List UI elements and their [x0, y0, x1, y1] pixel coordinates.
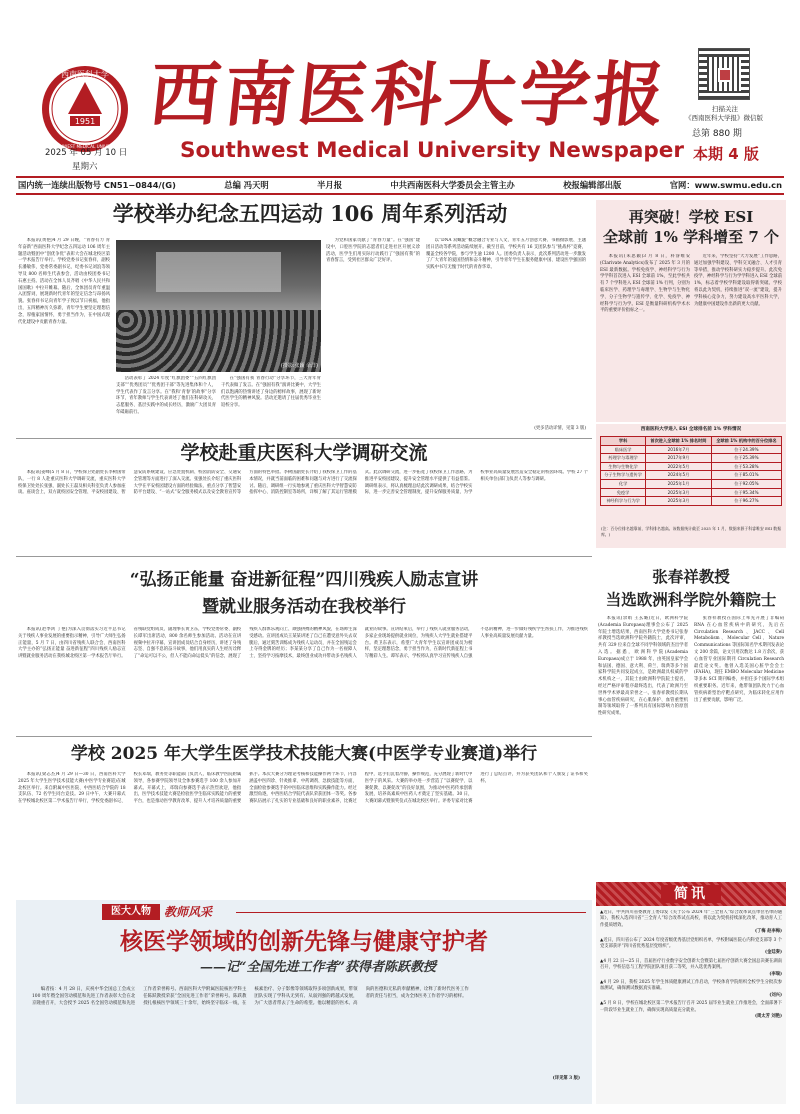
brief-item-credit: (刘兴): [769, 992, 782, 998]
esi-table-cell: 化学: [601, 479, 646, 488]
zhang-body-2: 张春祥教授在国际上率先开展了非编码 RNA 在心血管疾病中的研究，先后在 Circulation Research、JACC、Cell Metabolism、Molecular Cell、Nature Communications 等国际知名学术期刊发表论文 200 余篇，论文引用次数达 1.8 万余次，获心血管专业国际期刊 Circulation Research 最佳论文奖。他曾入选美国心脏学会会士(FAHA)，现任 EMBO Molecular Medicine 等多本 SCI 期刊编委，并担任多个国际学术组织重要职务。近年来，他带领团队致力于心血管疾病新型治疗靶点研究，为临床转化应用作出了重要贡献，影响广泛。: [694, 616, 784, 703]
esi-table-cell: 位于24.39%: [711, 445, 781, 454]
brief-item-text: ▲近日，四川省公布了 2024 年度省级优秀基层党组织名单，学校附属医院心内科党支部等 3 个党支部获评“四川省优秀基层党组织”。: [600, 937, 782, 950]
article-may-fourth-col4: 为党和国家贡献了“青春力量”。在“强国”建设中，口腔医学院的志愿者们走进社区开展义诊活动，医学生们用实际行动践行了“强国有我”的青春誓言，受到社区群众广泛好评。: [326, 238, 420, 264]
esi-table-header: 全球前 1% 机构中的百分位排名: [711, 437, 781, 446]
newspaper-title-en: Southwest Medical University Newspaper: [180, 138, 684, 163]
logo-ring-text: SOUTHWEST MEDICAL UNIVERSITY: [48, 144, 122, 149]
esi-table-cell: 神经科学与行为学: [601, 497, 646, 506]
esi-table-cell: 2024年5月: [646, 471, 712, 480]
brief-item: [600, 1001, 782, 1020]
esi-table-row: [601, 497, 782, 506]
esi-table-cell: 生物与生物化学: [601, 462, 646, 471]
article-may-fourth-col3: 在“强国有我 青春行动”分享环节，三大青年骨干代表做了发言。在“强国有我”演讲比赛中，大学生们以饱满的热情讲述了身边的榜样故事，展现了新时代医学生的精神风貌。活动还邀请了往届优秀毕业生返校分享。: [221, 376, 321, 409]
brief-item-text: ▲4 月 22 日—25 日，首届医疗行业数字安全创新大会暨第七届医疗创新大赛全国总决赛在湖南召开，学校信息与工程学院团队项目获二等奖，并入选优秀案例。: [600, 958, 782, 971]
zhang-body-1: 本报讯(余娟 王玄璐)近日，欧洲科学院(Academia Europaea)理事会公布了 2025 年院士增选结果，西南医科大学党委书记张春祥教授当选欧洲科学院外籍院士，此次评审，共有 329 位来自全球不同学科领域的杰出学者入选。据悉，欧洲科学院(Academia Europaea)成立于 1988 年，由英国皇家学会和法国、德国、意大利、荷兰、瑞典等多个国家科学院共同发起成立，是欧洲最具权威的学术机构之一，其院士由欧洲科学院院士提名，经过严格评审程序最终选出，代表了欧洲乃至世界学术界最高荣誉之一。张春祥教授长期从事心血管疾病研究，在心肌保护、血管重塑机制等领域取得了一系列具有国际影响力的原创性研究成果。: [598, 616, 688, 717]
brief-list: [600, 910, 782, 1102]
esi-table-cell: 位于25.39%: [711, 454, 781, 463]
article-may-fourth-headline: 学校举办纪念五四运动 106 周年系列活动: [112, 201, 508, 226]
esi-table-cell: 药理学与毒理学: [601, 454, 646, 463]
esi-table-title: 西南医科大学进入 ESI 全球排名前 1% 学科情况: [640, 427, 742, 432]
info-frequency: 半月报: [317, 180, 342, 190]
brief-item: [600, 938, 782, 957]
brief-item-text: ▲近日，中共四川省委教育工委印发《关于公布 2024 年“三全育人”综合改革试点单位名单的通知》，我校入选四川省“三全育人”综合改革试点高校，将以此为契机持续深化改革，推动育人工作提质增效。: [600, 910, 782, 928]
esi-table-row: [601, 488, 782, 497]
esi-headline-2: 全球前 1% 学科增至 7 个: [602, 228, 780, 246]
brief-item: [600, 959, 782, 978]
esi-table-cell: 位于95.34%: [711, 488, 781, 497]
article-may-fourth-col1: 本报讯(黄艳)4 月 29 日晚，“青春有力 青年奋新”西南医科大学纪念五四运动 106 周年主题活动暨团中“创优争优”表彰大会在城北校区第一学术报告厅举行。学校党委书记张春祥，副校长潘敏伟，党委常委副书记、纪委书记刘浪等领导及 800 名师生代表参会，活动由校团委书记石惠主持。活动在全体人员齐唱《中华人民共和国国歌》中拉开帷幕。随后，全体团员青年重温入团誓词，展现新时代青年的坚定信念与昂扬风貌。张春祥书记向青年学子致以节日祝福，他指出，五四精神历久弥新，青年学生要坚定理想信念，厚植家国情怀，勇于担当作为，在中国式现代化建设中贡献青春力量。: [18, 238, 110, 325]
info-bar: [16, 178, 784, 192]
brief-item-text: ▲4 月 29 日，我校 2025 年学生体质健康测试工作启动，学校体育学院组织全校学生分批次参加测试，确保测试数据真实准确。: [600, 980, 782, 992]
brief-title: 简讯: [661, 885, 721, 903]
info-sponsor: 中共西南医科大学委员会主管主办: [390, 180, 515, 190]
article-may-fourth-photo: [116, 240, 321, 372]
brief-item-text: ▲5 月 8 日，学校在城北校区第二学术报告厅召开 2025 届毕业生就业工作推进会，全面部署下一阶段毕业生就业工作，确保实现高质量充分就业。: [600, 1001, 782, 1013]
esi-body-1: 本报讯(朱思颖)3 月 8 日，科睿唯安(Clarivate Analytics)发布了 2025 年 3 月的 ESI 最新数据。学校免疫学、神经科学与行为学学科首次进入 ESI 全球前 1%，至此学校共有 7 个学科进入 ESI 全球前 1% 行列，分别为临床医学、药理学与毒理学、生物学与生物化学、分子生物学与遗传学、化学、免疫学、神经科学与行为学。ESI 是衡量科研机构学术水平的重要评价指标之一。: [600, 254, 690, 314]
esi-table-note: (注：百分位排名越靠前，学科排名越高。该数据统计截至 2025 年 1 月，数据来源于科睿唯安 ESI 数据库。): [601, 526, 781, 537]
article-skills-body: 本报讯(梁志杰)4 月 29 日—30 日，西南医科大学 2025 年大学生医学技术技能大赛(中医学专业赛道)在城北校区举行。来自附属中医医院、中西医结合学院的 18 支队伍、72 名学生同台竞技。29 日中午，大赛开幕式在学校城北校区第二学术报告厅举行，学校党委副书记、校长邓瑞，教务处等职能部门负责人，临床教学医院附属领导，各参赛学院领导及全体参赛选手 100 余人参加开幕式。开幕式上，邓瑞向参赛选手表示热烈欢迎，他指出，医学技术技能大赛是检验医学生临床实践能力的重要平台，也是推动医学教育改革、提升人才培养质量的重要抓手。本次大赛分为理论考核和技能操作两个环节，内容涵盖中医四诊、针灸推拿、中药调剂、急救技能等方面，全面检验参赛选手的中医临床思维和实践操作能力。经过激烈角逐，中西医结合学院代表队荣获团体一等奖。各参赛队伍展示了扎实的专业基础和良好的职业素养，比赛过程中，选手们沉着冷静，操作规范，充分展现了新时代中医学子的风采。大赛的举办进一步营造了“以赛促学、以赛促教、以赛促改”的良好氛围，为推动中医药传承创新发展、培养高素质中医药人才奠定了坚实基础。30 日，大赛闭幕式暨颁奖仪式在城北校区举行。评委专家对比赛进行了总结点评，并为获奖团队和个人颁发了证书和奖杯。: [18, 772, 588, 805]
brief-item: [600, 980, 782, 999]
esi-table-cell: 2025年3月: [646, 488, 712, 497]
brief-item-credit: (李瑞): [769, 971, 782, 977]
brief-item-credit: (丁梅 赵李梅): [754, 929, 782, 935]
article-disabled-body: 本报讯(赵季鸿 丁艳)为深入贯彻落实习近平总书记关于残疾人事业发展的重要指示精神，引导广大师生弘扬正能量，5 月 7 日，由四川省残疾人联合会、西南医科大学主办的“弘扬正能量 奋进新征程”四川残疾人励志宣讲暨就业服务活动在我校城北校区第一学术报告厅举行。省残联党组成员、副理事长黄卫东，学校党委常委、副校长谭军出席活动，800 余名师生参加活动。活动在宣讲视频中拉开序幕，宣讲团成员结合自身经历，讲述了身残志坚、自强不息的奋斗故事，他们用真实的人生经历诠释了“命运可以不公，但人不能向命运低头”的信念，展现了残疾人群体乐观向上、顽强拼搏的精神风貌，在场师生深受感动。宣讲团成员王某某讲述了自己在遭受意外失去双腿后，通过刻苦训练成为残疾人运动员，并在全国残运会上夺得金牌的经历；李某某分享了自己作为一名视障人士，坚持学习按摩技术，最终创业成功并带动多名残疾人就业的故事。宣讲结束后，举行了残疾人就业服务活动，多家企业现场提供就业岗位，为残疾人大学生就业搭建平台。黄卫东表示，希望广大青年学生以宣讲团成员为榜样，坚定理想信念，勇于担当作为，在新时代新征程上书写精彩人生。谭军表示，学校将认真学习宣传残疾人自强不息的精神，进一步做好残疾学生帮扶工作，为推进残疾人事业高质量发展贡献力量。: [18, 627, 588, 660]
logo-cn: 西南医科大学: [61, 70, 109, 79]
esi-headline-1: 再突破！学校 ESI: [628, 208, 754, 226]
info-cn-number: 国内统一连续出版物号 CN51−0844/(G): [18, 180, 176, 190]
qr-caption-2: 《西南医科大学报》微信版: [685, 114, 763, 122]
university-seal-logo: [40, 64, 130, 154]
esi-table-cell: 位于85.01%: [711, 471, 781, 480]
esi-table-header: 首次进入全球前 1% 排名时间: [646, 437, 712, 446]
brief-item-credit: (金廷奏): [765, 950, 782, 956]
info-editor-label: 总编: [224, 180, 241, 190]
esi-table-cell: 2016年7月: [646, 445, 712, 454]
esi-table: [600, 436, 782, 506]
esi-table-row: [601, 462, 782, 471]
esi-table-cell: 免疫学: [601, 488, 646, 497]
feature-headline: 核医学领域的创新先锋与健康守护者: [120, 928, 488, 955]
esi-table-header: 学科: [601, 437, 646, 446]
article-disabled-headline-1: “弘扬正能量 奋进新征程”四川残疾人励志宣讲: [129, 570, 479, 590]
esi-table-row: [601, 445, 782, 454]
info-website[interactable]: 官网：www.swmu.edu.cn: [669, 180, 782, 190]
esi-table-row: [601, 454, 782, 463]
article-disabled-headline-2: 暨就业服务活动在我校举行: [202, 597, 406, 617]
esi-table-cell: 位于92.05%: [711, 479, 781, 488]
zhang-headline-2: 当选欧洲科学院外籍院士: [605, 590, 777, 609]
zhang-headline-1: 张春祥教授: [652, 567, 730, 586]
brief-item: [600, 910, 782, 936]
issue-weekday: 星期六: [72, 162, 98, 172]
info-dept: 校报编辑部出版: [563, 180, 622, 190]
issue-total: 总第 880 期: [692, 129, 742, 139]
feature-body: 编者按：4 月 28 日，庆祝中华全国总工会成立 100 周年暨全国劳动模范和先进工作者表彰大会在北京隆重召开，大会授予 2025 名全国劳动模范和先进工作者荣誉称号。西南医科大学附属医院核医学科主任陈跃教授荣获“全国先进工作者”荣誉称号。陈跃教授扎根核医学领域三十余年，始终坚守临床一线，在核素治疗、分子影像等领域取得多项创新成果，带领团队实现了学科从无到有、从弱到强的跨越式发展，为广大患者带去了生命的希望。他以精湛的医术、高尚的医德和无私的奉献精神，诠释了新时代医务工作者的责任与担当，成为全体医务工作者学习的榜样。: [32, 987, 469, 1006]
esi-table-cell: 2022年5月: [646, 462, 712, 471]
esi-table-cell: 临床医学: [601, 445, 646, 454]
issue-edition: 本期 4 版: [693, 145, 759, 163]
esi-table-row: [601, 471, 782, 480]
feature-tag-2: 教师风采: [164, 905, 213, 919]
info-editor: 冯天明: [243, 180, 269, 190]
qr-caption-1: 扫描关注: [712, 105, 738, 113]
article-chongqing-headline: 学校赴重庆医科大学调研交流: [180, 442, 428, 464]
esi-table-box: [596, 424, 786, 548]
esi-table-cell: 2017年9月: [646, 454, 712, 463]
article-skills-headline: 学校 2025 年大学生医学技术技能大赛(中医学专业赛道)举行: [70, 744, 538, 764]
article-may-fourth-col2: 活动表彰了 2024 年度“红旗团委”“五四红旗团支部”“优秀团员”“优秀团干部”等先进集体和个人，学生代表作了发言分享。在“我和‘青春’的故事”分享环节，青年教师与学生代表讲述了他们在科研攻关、志愿服务、基层实践中的成长经历，激励广大团员青年砥砺前行。: [116, 376, 216, 415]
esi-table-cell: 2025年3月: [646, 497, 712, 506]
photo-credit: (摄影:张颖 余洋): [280, 363, 318, 369]
article-chongqing-body: 本报讯(姜峰)5 月 8 日，学校保卫处副处长李树国带队，一行 8 人赴重庆医科大学调研交流，重庆医科大学校保卫处处长张强、副处长王磊及相关科室负责人参加座谈。座谈会上，双方就校园安全管理、平安校园建设、智慧安防系统建设、应急处置机制、校园消防安全、交通安全管理等方面进行了深入交流。张强处长介绍了重庆医科大学在平安校园建设方面的经验做法，重点分享了智慧安防平台建设、“一站式”安全服务模式以及安全教育宣传等方面的特色举措。李树国副处长介绍了我校保卫工作的基本情况，并就当前面临的困难和问题与对方进行了交流探讨。随后，调研组一行实地参观了重庆医科大学智慧安防指挥中心、消防控制室等场所，详细了解了其运行管理模式。此次调研交流，进一步拓宽了我校保卫工作思路，为推进平安校园建设、提升安全管理水平提供了有益借鉴。调研组表示，将认真梳理总结此次调研成果，结合学校实际，进一步完善安全管理制度，提升安保服务质量，为学校事业高质量发展营造安全稳定的校园环境。学校 27 个相关单位(部门)负责人等参与调研。: [18, 470, 588, 496]
brief-box: [596, 882, 786, 1104]
esi-table-cell: 位于96.27%: [711, 497, 781, 506]
brief-item-credit: (周太芳 刘艳): [754, 1014, 782, 1020]
esi-table-cell: 位于53.28%: [711, 462, 781, 471]
esi-body-2: 近年来，学校坚持“大力发展”工作思路，通过加强学科建设、学科交叉融合、人才引育等举措，推动学校科研实力稳步提升。此次免疫学、神经科学与行为学学科进入 ESI 全球前 1%，标志着学校学科建设取得新突破。学校将以此为契机，持续推进“双一流”建设，提升学科核心竞争力，努力建设高水平医科大学，为健康中国建设作出新的更大贡献。: [694, 254, 782, 307]
newspaper-title: 西南医科大学报: [145, 54, 673, 136]
article-may-fourth-col5: 以“DNA 双螺旋”概念融合专业与人文，青年五月创意大赛、书画摄影展、主题团日活动等系列活动陆续展开。截至目前，学校共有 16 支团队参与“挑战杯”竞赛，覆盖全校各学院，参与学生逾 1200 人。团委负责人表示，此次系列活动进一步激发了广大青年的爱国热情和奋斗精神，引导青年学生在服务健康中国、建设医学强国的实践中书写无愧于时代的青春华章。: [426, 238, 586, 271]
feature-tag-1: 医大人物: [102, 904, 160, 920]
esi-table-cell: 分子生物学与遗传学: [601, 471, 646, 480]
issue-date: 2025 年 05 月 10 日: [45, 148, 128, 158]
qr-code[interactable]: [698, 48, 750, 100]
feature-subhead: ——记“全国先进工作者”获得者陈跃教授: [200, 960, 436, 975]
esi-table-row: [601, 479, 782, 488]
article-may-fourth-more[interactable]: (更多活动详情，见第 3 版): [534, 426, 586, 431]
esi-table-cell: 2025年1月: [646, 479, 712, 488]
logo-year: 1951: [74, 117, 96, 126]
feature-more[interactable]: (详见第 3 版): [552, 1076, 580, 1081]
